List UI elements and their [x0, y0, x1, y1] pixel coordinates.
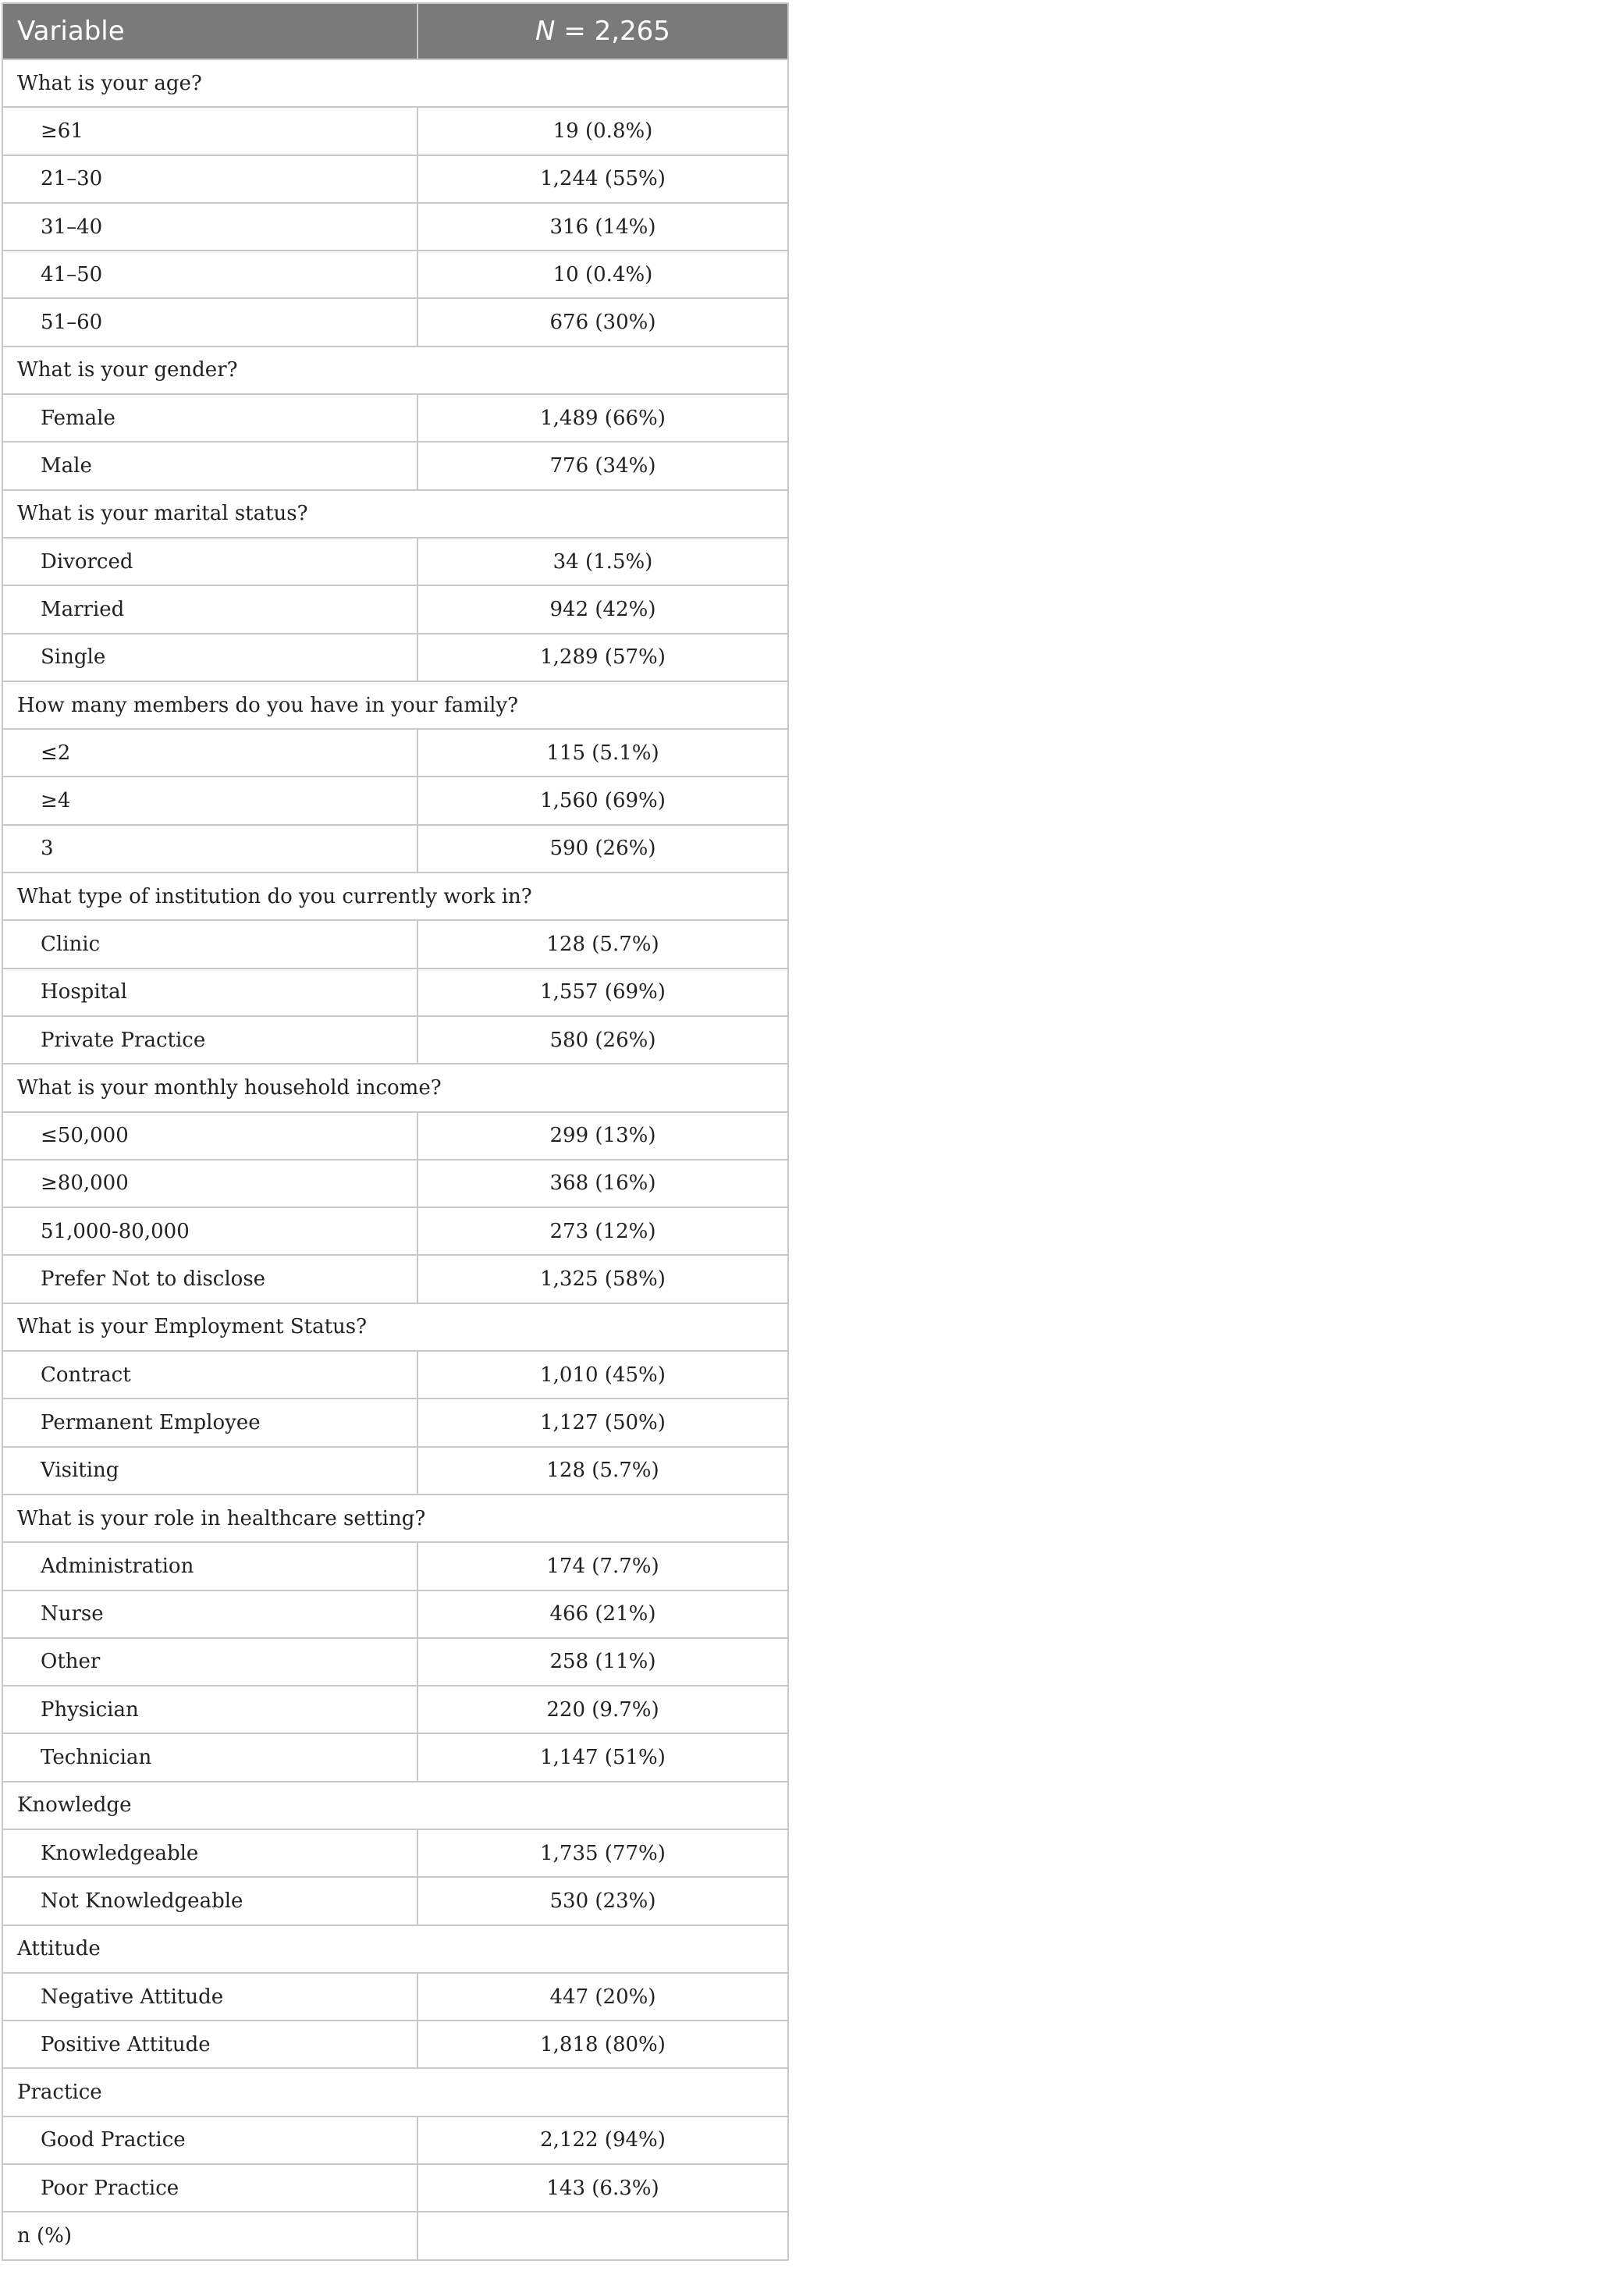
category-label: Contract [2, 1351, 417, 1399]
count-percent-value: 10 (0.4%) [417, 251, 788, 298]
count-percent-value: 273 (12%) [417, 1207, 788, 1255]
category-label: Other [2, 1638, 417, 1686]
category-label: Permanent Employee [2, 1399, 417, 1446]
table-row [2, 394, 788, 442]
count-percent-value: 1,147 (51%) [417, 1733, 788, 1781]
category-label: 3 [2, 825, 417, 873]
category-label: Technician [2, 1733, 417, 1781]
table-row [2, 298, 788, 346]
category-label: Not Knowledgeable [2, 1877, 417, 1925]
count-percent-value: 19 (0.8%) [417, 107, 788, 155]
section-row [2, 681, 788, 729]
section-row [2, 2068, 788, 2116]
category-label: Negative Attitude [2, 1973, 417, 2021]
table-row [2, 1686, 788, 1733]
count-percent-value: 466 (21%) [417, 1590, 788, 1638]
table-row [2, 969, 788, 1016]
category-label: Single [2, 634, 417, 681]
table-row [2, 1207, 788, 1255]
table-row [2, 729, 788, 777]
table-row [2, 1973, 788, 2021]
section-title: What is your age? [2, 59, 788, 107]
category-label: ≥4 [2, 777, 417, 824]
count-percent-value: 220 (9.7%) [417, 1686, 788, 1733]
count-percent-value: 258 (11%) [417, 1638, 788, 1686]
table-row [2, 538, 788, 585]
count-percent-value: 447 (20%) [417, 1973, 788, 2021]
count-percent-value: 1,289 (57%) [417, 634, 788, 681]
section-row [2, 490, 788, 538]
section-title: What is your role in healthcare setting? [2, 1495, 788, 1542]
count-percent-value: 530 (23%) [417, 1877, 788, 1925]
category-label: Female [2, 394, 417, 442]
section-title: What is your gender? [2, 347, 788, 394]
count-percent-value: 299 (13%) [417, 1112, 788, 1160]
table-row [2, 1877, 788, 1925]
category-label: Clinic [2, 920, 417, 968]
section-row [2, 1303, 788, 1351]
category-label: 31–40 [2, 203, 417, 251]
category-label: Knowledgeable [2, 1829, 417, 1877]
header-n-symbol: N [535, 16, 556, 47]
demographics-table [2, 2, 789, 2261]
header-n-total [417, 3, 788, 59]
header-variable: Variable [2, 3, 417, 59]
count-percent-value: 1,735 (77%) [417, 1829, 788, 1877]
table-header-row [2, 3, 788, 59]
count-percent-value: 2,122 (94%) [417, 2117, 788, 2164]
table-row [2, 2164, 788, 2212]
category-label: Administration [2, 1542, 417, 1590]
table-row [2, 1733, 788, 1781]
table-row [2, 251, 788, 298]
count-percent-value: 316 (14%) [417, 203, 788, 251]
count-percent-value: 1,557 (69%) [417, 969, 788, 1016]
table-row [2, 585, 788, 633]
section-title: What is your marital status? [2, 490, 788, 538]
category-label: Male [2, 442, 417, 489]
table-row [2, 155, 788, 203]
category-label: Poor Practice [2, 2164, 417, 2212]
section-row [2, 347, 788, 394]
footer-row [2, 2212, 788, 2259]
category-label: ≥80,000 [2, 1160, 417, 1207]
count-percent-value: 1,244 (55%) [417, 155, 788, 203]
count-percent-value: 676 (30%) [417, 298, 788, 346]
table-row [2, 1399, 788, 1446]
count-percent-value: 115 (5.1%) [417, 729, 788, 777]
category-label: Nurse [2, 1590, 417, 1638]
section-title: What is your monthly household income? [2, 1064, 788, 1111]
table-row [2, 1160, 788, 1207]
count-percent-value: 1,560 (69%) [417, 777, 788, 824]
count-percent-value: 1,325 (58%) [417, 1255, 788, 1303]
footnote-value [417, 2212, 788, 2259]
section-title: Knowledge [2, 1782, 788, 1829]
section-row [2, 1064, 788, 1111]
section-title: What is your Employment Status? [2, 1303, 788, 1351]
table-row [2, 1016, 788, 1064]
table-row [2, 634, 788, 681]
table-row [2, 1255, 788, 1303]
table-row [2, 1638, 788, 1686]
count-percent-value: 1,818 (80%) [417, 2021, 788, 2068]
table-row [2, 1112, 788, 1160]
category-label: 51,000-80,000 [2, 1207, 417, 1255]
category-label: 21–30 [2, 155, 417, 203]
category-label: Divorced [2, 538, 417, 585]
table-row [2, 1829, 788, 1877]
section-row [2, 1495, 788, 1542]
section-row [2, 1782, 788, 1829]
table-row [2, 777, 788, 824]
category-label: ≤50,000 [2, 1112, 417, 1160]
category-label: 51–60 [2, 298, 417, 346]
table-row [2, 920, 788, 968]
table-row [2, 203, 788, 251]
count-percent-value: 34 (1.5%) [417, 538, 788, 585]
count-percent-value: 368 (16%) [417, 1160, 788, 1207]
table-row [2, 107, 788, 155]
category-label: Positive Attitude [2, 2021, 417, 2068]
table-row [2, 1590, 788, 1638]
count-percent-value: 776 (34%) [417, 442, 788, 489]
category-label: Visiting [2, 1447, 417, 1495]
table-row [2, 1447, 788, 1495]
section-title: Attitude [2, 1925, 788, 1973]
count-percent-value: 1,489 (66%) [417, 394, 788, 442]
table-row [2, 825, 788, 873]
count-percent-value: 128 (5.7%) [417, 1447, 788, 1495]
category-label: Good Practice [2, 2117, 417, 2164]
count-percent-value: 174 (7.7%) [417, 1542, 788, 1590]
category-label: Private Practice [2, 1016, 417, 1064]
count-percent-value: 580 (26%) [417, 1016, 788, 1064]
category-label: Hospital [2, 969, 417, 1016]
table-row [2, 2117, 788, 2164]
category-label: 41–50 [2, 251, 417, 298]
category-label: ≤2 [2, 729, 417, 777]
table-row [2, 1542, 788, 1590]
count-percent-value: 1,010 (45%) [417, 1351, 788, 1399]
table-row [2, 442, 788, 489]
table-body [2, 59, 788, 2260]
category-label: Married [2, 585, 417, 633]
table-row [2, 1351, 788, 1399]
count-percent-value: 128 (5.7%) [417, 920, 788, 968]
count-percent-value: 942 (42%) [417, 585, 788, 633]
section-row [2, 59, 788, 107]
section-title: How many members do you have in your family? [2, 681, 788, 729]
section-title: What type of institution do you currently work in? [2, 873, 788, 920]
category-label: ≥61 [2, 107, 417, 155]
section-title: Practice [2, 2068, 788, 2116]
section-row [2, 873, 788, 920]
footnote-label: n (%) [2, 2212, 417, 2259]
category-label: Prefer Not to disclose [2, 1255, 417, 1303]
section-row [2, 1925, 788, 1973]
demographics-table-container [2, 2, 787, 2261]
count-percent-value: 1,127 (50%) [417, 1399, 788, 1446]
count-percent-value: 590 (26%) [417, 825, 788, 873]
category-label: Physician [2, 1686, 417, 1733]
count-percent-value: 143 (6.3%) [417, 2164, 788, 2212]
header-n-value: = 2,265 [555, 16, 670, 47]
table-row [2, 2021, 788, 2068]
